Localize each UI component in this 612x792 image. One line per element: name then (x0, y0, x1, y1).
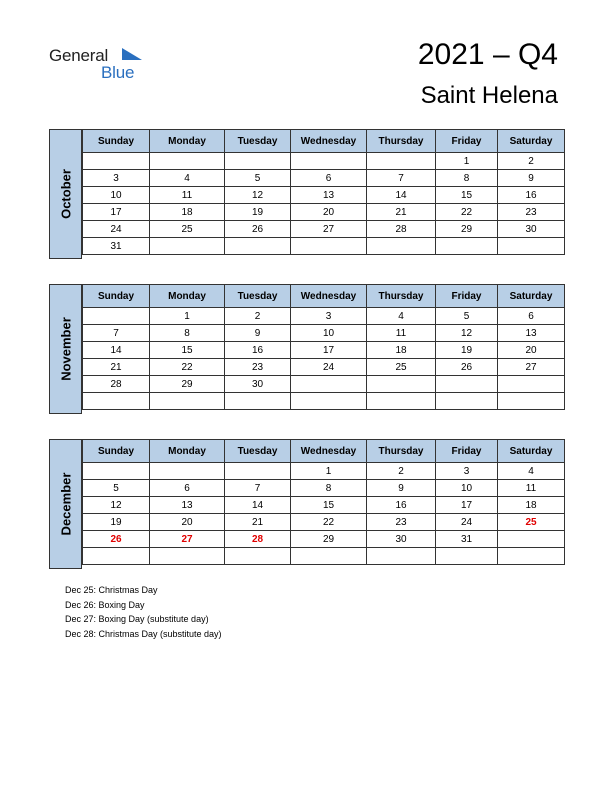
day-cell: 1 (150, 308, 225, 325)
day-cell: 23 (225, 359, 291, 376)
day-cell: 30 (225, 376, 291, 393)
holiday-notes (65, 583, 222, 641)
day-cell (498, 531, 565, 548)
week-row (83, 325, 565, 342)
logo-word-general: General (49, 46, 109, 65)
day-cell: 22 (150, 359, 225, 376)
day-cell: 27 (498, 359, 565, 376)
day-cell: 17 (83, 204, 150, 221)
week-row (83, 393, 565, 410)
day-cell: 9 (225, 325, 291, 342)
day-cell (291, 238, 367, 255)
month-table (82, 439, 565, 565)
day-cell: 4 (150, 170, 225, 187)
month-table (82, 284, 565, 410)
day-cell: 5 (225, 170, 291, 187)
day-cell: 3 (436, 463, 498, 480)
day-cell: 19 (225, 204, 291, 221)
page-subtitle: Saint Helena (420, 82, 558, 109)
day-cell: 12 (225, 187, 291, 204)
day-cell (291, 376, 367, 393)
month-name: October (58, 169, 73, 219)
weekday-header-row (83, 440, 565, 463)
week-row (83, 308, 565, 325)
day-cell: 20 (291, 204, 367, 221)
day-cell: 15 (436, 187, 498, 204)
day-cell (498, 376, 565, 393)
weekday-header: Friday (436, 130, 498, 153)
day-cell: 21 (367, 204, 436, 221)
day-cell: 25 (150, 221, 225, 238)
day-cell: 19 (436, 342, 498, 359)
day-cell (150, 548, 225, 565)
day-cell: 22 (436, 204, 498, 221)
day-cell: 30 (498, 221, 565, 238)
day-cell (291, 548, 367, 565)
day-cell: 15 (291, 497, 367, 514)
weekday-header: Saturday (498, 440, 565, 463)
day-cell: 8 (150, 325, 225, 342)
day-cell (291, 153, 367, 170)
day-cell (436, 548, 498, 565)
day-cell (225, 393, 291, 410)
weekday-header: Sunday (83, 440, 150, 463)
week-row (83, 204, 565, 221)
day-cell: 22 (291, 514, 367, 531)
flag-icon (122, 48, 142, 64)
day-cell: 16 (498, 187, 565, 204)
weekday-header: Saturday (498, 130, 565, 153)
weekday-header: Sunday (83, 285, 150, 308)
day-cell: 17 (436, 497, 498, 514)
day-cell: 2 (367, 463, 436, 480)
week-row (83, 342, 565, 359)
weekday-header: Friday (436, 285, 498, 308)
week-row (83, 187, 565, 204)
day-cell (150, 153, 225, 170)
day-cell (83, 463, 150, 480)
day-cell (436, 238, 498, 255)
month-label (49, 439, 82, 569)
day-cell: 9 (367, 480, 436, 497)
day-cell: 29 (436, 221, 498, 238)
day-cell (367, 153, 436, 170)
day-cell: 16 (225, 342, 291, 359)
holiday-note: Dec 25: Christmas Day (65, 585, 158, 595)
day-cell: 17 (291, 342, 367, 359)
day-cell: 6 (150, 480, 225, 497)
day-cell: 31 (436, 531, 498, 548)
weekday-header: Monday (150, 130, 225, 153)
day-cell: 21 (83, 359, 150, 376)
day-cell: 10 (83, 187, 150, 204)
day-cell: 20 (150, 514, 225, 531)
week-row (83, 514, 565, 531)
weekday-header: Tuesday (225, 130, 291, 153)
day-cell: 3 (291, 308, 367, 325)
month-name: November (58, 317, 73, 381)
day-cell: 14 (83, 342, 150, 359)
day-cell: 27 (150, 531, 225, 548)
day-cell (291, 393, 367, 410)
day-cell (367, 376, 436, 393)
weekday-header: Thursday (367, 130, 436, 153)
weekday-header: Sunday (83, 130, 150, 153)
day-cell (150, 463, 225, 480)
day-cell (83, 548, 150, 565)
day-cell: 18 (498, 497, 565, 514)
day-cell: 10 (291, 325, 367, 342)
day-cell: 13 (150, 497, 225, 514)
day-cell: 12 (83, 497, 150, 514)
day-cell (225, 548, 291, 565)
day-cell: 26 (83, 531, 150, 548)
day-cell: 23 (367, 514, 436, 531)
day-cell: 7 (367, 170, 436, 187)
day-cell: 12 (436, 325, 498, 342)
day-cell: 24 (436, 514, 498, 531)
day-cell (225, 463, 291, 480)
day-cell: 30 (367, 531, 436, 548)
day-cell: 29 (150, 376, 225, 393)
day-cell (498, 393, 565, 410)
day-cell: 2 (498, 153, 565, 170)
day-cell: 13 (498, 325, 565, 342)
day-cell: 23 (498, 204, 565, 221)
week-row (83, 480, 565, 497)
month-name: December (58, 472, 73, 536)
day-cell: 26 (225, 221, 291, 238)
day-cell: 1 (436, 153, 498, 170)
day-cell: 27 (291, 221, 367, 238)
day-cell: 5 (83, 480, 150, 497)
weekday-header: Wednesday (291, 285, 367, 308)
day-cell: 31 (83, 238, 150, 255)
day-cell: 7 (83, 325, 150, 342)
day-cell: 14 (367, 187, 436, 204)
day-cell: 15 (150, 342, 225, 359)
weekday-header: Thursday (367, 440, 436, 463)
day-cell: 8 (436, 170, 498, 187)
day-cell: 3 (83, 170, 150, 187)
day-cell: 9 (498, 170, 565, 187)
day-cell (150, 238, 225, 255)
day-cell: 24 (291, 359, 367, 376)
day-cell: 5 (436, 308, 498, 325)
day-cell: 24 (83, 221, 150, 238)
day-cell (436, 376, 498, 393)
day-cell (150, 393, 225, 410)
day-cell (367, 393, 436, 410)
day-cell (225, 153, 291, 170)
weekday-header: Thursday (367, 285, 436, 308)
day-cell: 29 (291, 531, 367, 548)
week-row (83, 497, 565, 514)
day-cell (225, 238, 291, 255)
day-cell: 19 (83, 514, 150, 531)
day-cell: 7 (225, 480, 291, 497)
month-label (49, 129, 82, 259)
day-cell: 28 (225, 531, 291, 548)
week-row (83, 548, 565, 565)
day-cell: 25 (367, 359, 436, 376)
day-cell: 28 (83, 376, 150, 393)
day-cell (83, 393, 150, 410)
day-cell: 18 (367, 342, 436, 359)
day-cell (367, 548, 436, 565)
week-row (83, 153, 565, 170)
holiday-note: Dec 28: Christmas Day (substitute day) (65, 628, 222, 639)
day-cell: 4 (367, 308, 436, 325)
week-row (83, 531, 565, 548)
day-cell: 14 (225, 497, 291, 514)
day-cell: 28 (367, 221, 436, 238)
weekday-header: Monday (150, 285, 225, 308)
day-cell: 11 (367, 325, 436, 342)
page-title: 2021 – Q4 (417, 38, 558, 71)
day-cell: 11 (150, 187, 225, 204)
day-cell (367, 238, 436, 255)
day-cell: 6 (291, 170, 367, 187)
day-cell: 16 (367, 497, 436, 514)
logo-word-blue: Blue (101, 63, 135, 82)
week-row (83, 170, 565, 187)
day-cell: 8 (291, 480, 367, 497)
weekday-header: Monday (150, 440, 225, 463)
day-cell (83, 153, 150, 170)
logo (49, 44, 149, 84)
day-cell: 18 (150, 204, 225, 221)
day-cell: 2 (225, 308, 291, 325)
week-row (83, 221, 565, 238)
weekday-header: Tuesday (225, 285, 291, 308)
month-table (82, 129, 565, 255)
day-cell (498, 238, 565, 255)
weekday-header: Saturday (498, 285, 565, 308)
week-row (83, 463, 565, 480)
day-cell: 4 (498, 463, 565, 480)
month-label (49, 284, 82, 414)
day-cell: 20 (498, 342, 565, 359)
day-cell: 21 (225, 514, 291, 531)
week-row (83, 376, 565, 393)
day-cell: 10 (436, 480, 498, 497)
day-cell: 1 (291, 463, 367, 480)
day-cell (83, 308, 150, 325)
day-cell (498, 548, 565, 565)
holiday-note: Dec 27: Boxing Day (substitute day) (65, 614, 209, 624)
holiday-note: Dec 26: Boxing Day (65, 599, 145, 610)
week-row (83, 238, 565, 255)
weekday-header-row (83, 130, 565, 153)
weekday-header: Wednesday (291, 130, 367, 153)
weekday-header: Tuesday (225, 440, 291, 463)
week-row (83, 359, 565, 376)
day-cell: 11 (498, 480, 565, 497)
weekday-header: Friday (436, 440, 498, 463)
day-cell: 25 (498, 514, 565, 531)
day-cell: 13 (291, 187, 367, 204)
day-cell (436, 393, 498, 410)
day-cell: 26 (436, 359, 498, 376)
weekday-header-row (83, 285, 565, 308)
day-cell: 6 (498, 308, 565, 325)
weekday-header: Wednesday (291, 440, 367, 463)
